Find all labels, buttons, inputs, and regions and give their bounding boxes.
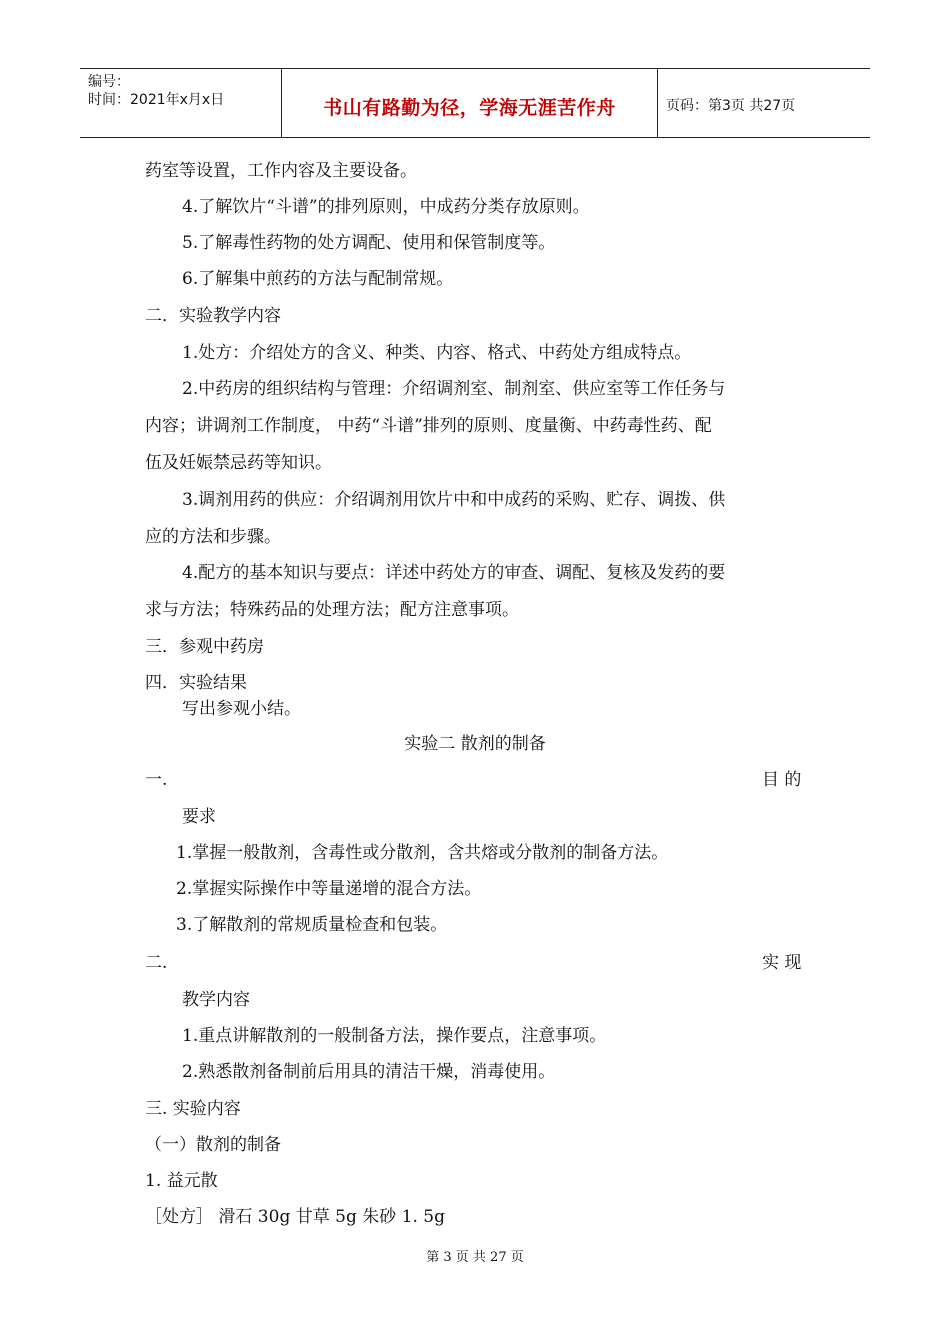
list-item: 2.掌握实际操作中等量递增的混合方法。: [176, 879, 482, 899]
section-heading: 二．实验教学内容: [145, 306, 281, 326]
paragraph-line: 内容；讲调剂工作制度， 中药“斗谱”排列的原则、度量衡、中药毒性药、配: [145, 416, 712, 436]
paragraph-line: 应的方法和步骤。: [145, 527, 281, 547]
list-item: 2.中药房的组织结构与管理：介绍调剂室、制剂室、供应室等工作任务与: [182, 379, 726, 399]
section-heading: 实 现: [762, 953, 802, 973]
section-heading: 四．实验结果: [145, 673, 247, 693]
list-item: 1.重点讲解散剂的一般制备方法，操作要点，注意事项。: [182, 1026, 607, 1046]
section-heading: 三. 实验内容: [145, 1099, 241, 1119]
section-heading: 目 的: [762, 770, 802, 790]
section-heading: 三．参观中药房: [145, 637, 264, 657]
paragraph-line: 伍及妊娠禁忌药等知识。: [145, 453, 332, 473]
section-heading-continued: 要求: [182, 807, 216, 827]
list-item: 4.配方的基本知识与要点：详述中药处方的审查、调配、复核及发药的要: [182, 563, 726, 583]
page-header: [80, 68, 870, 138]
list-item: 3.调剂用药的供应：介绍调剂用饮片中和中成药的采购、贮存、调拨、供: [182, 490, 726, 510]
doc-date: 时间：2021年x月x日: [88, 92, 225, 108]
item-heading: 1. 益元散: [145, 1171, 218, 1191]
header-page-info: 页码：第3页 共27页: [666, 98, 796, 114]
list-item: 2.熟悉散剂备制前后用具的清洁干燥，消毒使用。: [182, 1062, 556, 1082]
list-item: 3.了解散剂的常规质量检查和包装。: [176, 915, 448, 935]
doc-number-label: 编号：: [88, 74, 130, 90]
section-number: 二.: [145, 953, 168, 973]
paragraph-line: 求与方法；特殊药品的处理方法；配方注意事项。: [145, 600, 519, 620]
subsection-heading: （一）散剂的制备: [145, 1135, 281, 1155]
list-item: 1.掌握一般散剂，含毒性或分散剂，含共熔或分散剂的制备方法。: [176, 843, 669, 863]
header-meta: [80, 69, 282, 137]
header-motto: 书山有路勤为径，学海无涯苦作舟: [323, 96, 616, 119]
section-heading-continued: 教学内容: [182, 990, 250, 1010]
section-number: 一.: [145, 770, 168, 790]
page-footer: 第 3 页 共 27 页: [426, 1250, 524, 1265]
list-item: 4.了解饮片“斗谱”的排列原则，中成药分类存放原则。: [182, 197, 590, 217]
paragraph-line: 药室等设置，工作内容及主要设备。: [145, 161, 417, 181]
header-motto-cell: [282, 69, 658, 137]
list-item: 6.了解集中煎药的方法与配制常规。: [182, 269, 454, 289]
list-item: 5.了解毒性药物的处方调配、使用和保管制度等。: [182, 233, 556, 253]
prescription-line: ［处方］ 滑石 30g 甘草 5g 朱砂 1. 5g: [145, 1207, 445, 1227]
experiment-title: 实验二 散剂的制备: [404, 734, 546, 754]
paragraph-line: 写出参观小结。: [182, 699, 301, 719]
list-item: 1.处方：介绍处方的含义、种类、内容、格式、中药处方组成特点。: [182, 343, 692, 363]
